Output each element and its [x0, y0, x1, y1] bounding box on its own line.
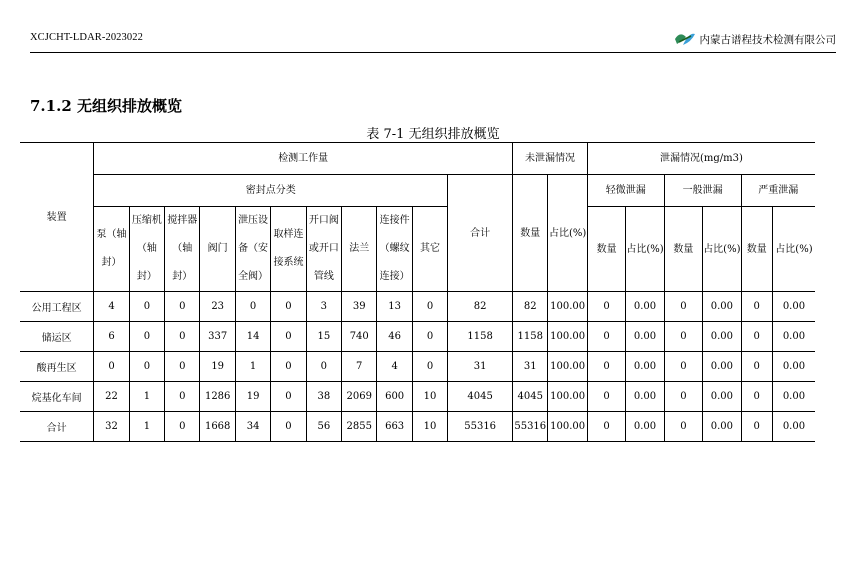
table-cell: 0.00 [772, 412, 815, 442]
header-serious-count: 数量 [741, 207, 772, 292]
table-cell: 100.00 [548, 292, 587, 322]
header-seal-other: 其它 [412, 207, 447, 292]
header-seal-agitator: 搅拌器（轴封） [165, 207, 200, 292]
header-general-leak: 一般泄漏 [664, 175, 741, 207]
header-serious-leak: 严重泄漏 [741, 175, 815, 207]
row-device-name: 公用工程区 [20, 292, 94, 322]
table-cell: 15 [306, 322, 341, 352]
table-cell: 10 [412, 382, 447, 412]
table-cell: 0 [165, 382, 200, 412]
table-cell: 34 [235, 412, 270, 442]
header-seal-compressor: 压缩机（轴封） [129, 207, 164, 292]
table-cell: 0 [741, 382, 772, 412]
header-leak-status: 泄漏情况(mg/m3) [587, 143, 815, 175]
table-cell: 0 [165, 412, 200, 442]
header-device: 装置 [20, 143, 94, 292]
header-unleaked-ratio: 占比(%) [548, 175, 587, 292]
header-light-ratio: 占比(%) [626, 207, 664, 292]
row-device-name: 烷基化车间 [20, 382, 94, 412]
table-cell: 1158 [513, 322, 548, 352]
table-cell: 1 [235, 352, 270, 382]
table-cell: 0 [664, 322, 702, 352]
header-seal-connector: 连接件（螺纹连接） [377, 207, 412, 292]
table-cell: 32 [94, 412, 129, 442]
table-cell: 3 [306, 292, 341, 322]
table-cell: 0.00 [626, 352, 664, 382]
header-serious-ratio: 占比(%) [772, 207, 815, 292]
header-total: 合计 [448, 175, 513, 292]
table-cell: 740 [342, 322, 377, 352]
table-cell: 600 [377, 382, 412, 412]
table-cell: 0 [741, 292, 772, 322]
table-cell: 0 [129, 352, 164, 382]
table-row [20, 322, 815, 352]
table-cell: 0 [587, 322, 625, 352]
header-general-ratio: 占比(%) [703, 207, 741, 292]
table-row [20, 382, 815, 412]
table-cell: 0 [741, 352, 772, 382]
table-cell: 31 [448, 352, 513, 382]
table-cell: 0.00 [772, 322, 815, 352]
table-cell: 1668 [200, 412, 235, 442]
table-cell: 0.00 [703, 292, 741, 322]
header-seal-valve: 阀门 [200, 207, 235, 292]
table-row [20, 352, 815, 382]
header-divider [30, 52, 836, 53]
header-unleaked: 未泄漏情况 [513, 143, 588, 175]
header-light-leak: 轻微泄漏 [587, 175, 664, 207]
header-inspection-workload: 检测工作量 [94, 143, 513, 175]
header-seal-relief: 泄压设备（安全阀） [235, 207, 270, 292]
table-cell: 0.00 [703, 382, 741, 412]
table-cell: 0 [271, 382, 306, 412]
table-cell: 0.00 [626, 382, 664, 412]
table-cell: 56 [306, 412, 341, 442]
table-cell: 0 [271, 292, 306, 322]
table-cell: 100.00 [548, 352, 587, 382]
table-cell: 0 [664, 412, 702, 442]
table-header [20, 143, 815, 292]
header-unleaked-count: 数量 [513, 175, 548, 292]
table-cell: 31 [513, 352, 548, 382]
row-device-name: 酸再生区 [20, 352, 94, 382]
table-cell: 4 [377, 352, 412, 382]
table-cell: 0.00 [703, 412, 741, 442]
table-cell: 1286 [200, 382, 235, 412]
table-cell: 4045 [513, 382, 548, 412]
table-cell: 0.00 [626, 322, 664, 352]
table-cell: 7 [342, 352, 377, 382]
table-cell: 100.00 [548, 382, 587, 412]
table-cell: 0.00 [626, 412, 664, 442]
table-caption: 表 7-1 无组织排放概览 [366, 127, 500, 142]
table-cell: 100.00 [548, 412, 587, 442]
table-cell: 10 [412, 412, 447, 442]
table-cell: 0 [587, 292, 625, 322]
table-cell: 55316 [513, 412, 548, 442]
table-cell: 0.00 [703, 352, 741, 382]
table-cell: 337 [200, 322, 235, 352]
table-cell: 82 [448, 292, 513, 322]
table-cell: 19 [200, 352, 235, 382]
table-cell: 2855 [342, 412, 377, 442]
table-cell: 0.00 [772, 382, 815, 412]
table-cell: 1 [129, 382, 164, 412]
header-seal-pump: 泵（轴封） [94, 207, 129, 292]
table-cell: 4045 [448, 382, 513, 412]
table-cell: 0 [129, 322, 164, 352]
table-cell: 82 [513, 292, 548, 322]
table-cell: 14 [235, 322, 270, 352]
table-cell: 0.00 [772, 292, 815, 322]
table-cell: 0 [235, 292, 270, 322]
table-cell: 39 [342, 292, 377, 322]
table-cell: 0.00 [626, 292, 664, 322]
table-cell: 0 [587, 382, 625, 412]
table-body [20, 292, 815, 442]
emission-overview-table [20, 142, 815, 442]
row-device-name: 合计 [20, 412, 94, 442]
header-seal-classification: 密封点分类 [94, 175, 448, 207]
table-row [20, 292, 815, 322]
header-seal-open-valve: 开口阀或开口管线 [306, 207, 341, 292]
table-cell: 1 [129, 412, 164, 442]
section-title: 7.1.2 无组织排放概览 [30, 97, 182, 115]
table-cell: 46 [377, 322, 412, 352]
company-name: 内蒙古谱程技术检测有限公司 [699, 33, 836, 46]
table-cell: 0 [412, 352, 447, 382]
table-cell: 0 [94, 352, 129, 382]
table-cell: 1158 [448, 322, 513, 352]
table-cell: 663 [377, 412, 412, 442]
table-cell: 0 [664, 292, 702, 322]
table-cell: 4 [94, 292, 129, 322]
table-cell: 0 [271, 412, 306, 442]
table-cell: 0 [664, 382, 702, 412]
table-cell: 0.00 [772, 352, 815, 382]
table-cell: 23 [200, 292, 235, 322]
table-cell: 38 [306, 382, 341, 412]
table-cell: 0 [664, 352, 702, 382]
table-cell: 13 [377, 292, 412, 322]
table-cell: 100.00 [548, 322, 587, 352]
table-cell: 0.00 [703, 322, 741, 352]
document-code: XCJCHT-LDAR-2023022 [30, 32, 143, 43]
table-cell: 0 [741, 322, 772, 352]
table-cell: 0 [271, 352, 306, 382]
table-cell: 2069 [342, 382, 377, 412]
table-cell: 19 [235, 382, 270, 412]
table-cell: 6 [94, 322, 129, 352]
company-header [674, 30, 837, 48]
table-cell: 0 [412, 322, 447, 352]
table-cell: 0 [165, 322, 200, 352]
table-cell: 0 [129, 292, 164, 322]
table-cell: 22 [94, 382, 129, 412]
table-cell: 0 [165, 292, 200, 322]
row-device-name: 储运区 [20, 322, 94, 352]
table-cell: 55316 [448, 412, 513, 442]
table-cell: 0 [741, 412, 772, 442]
table-cell: 0 [165, 352, 200, 382]
table-cell: 0 [587, 352, 625, 382]
header-seal-sampling: 取样连接系统 [271, 207, 306, 292]
table-cell: 0 [412, 292, 447, 322]
table-row [20, 412, 815, 442]
table-cell: 0 [271, 322, 306, 352]
header-general-count: 数量 [664, 207, 702, 292]
table-cell: 0 [587, 412, 625, 442]
header-seal-flange: 法兰 [342, 207, 377, 292]
company-logo-icon [674, 30, 696, 48]
header-light-count: 数量 [587, 207, 625, 292]
table-cell: 0 [306, 352, 341, 382]
